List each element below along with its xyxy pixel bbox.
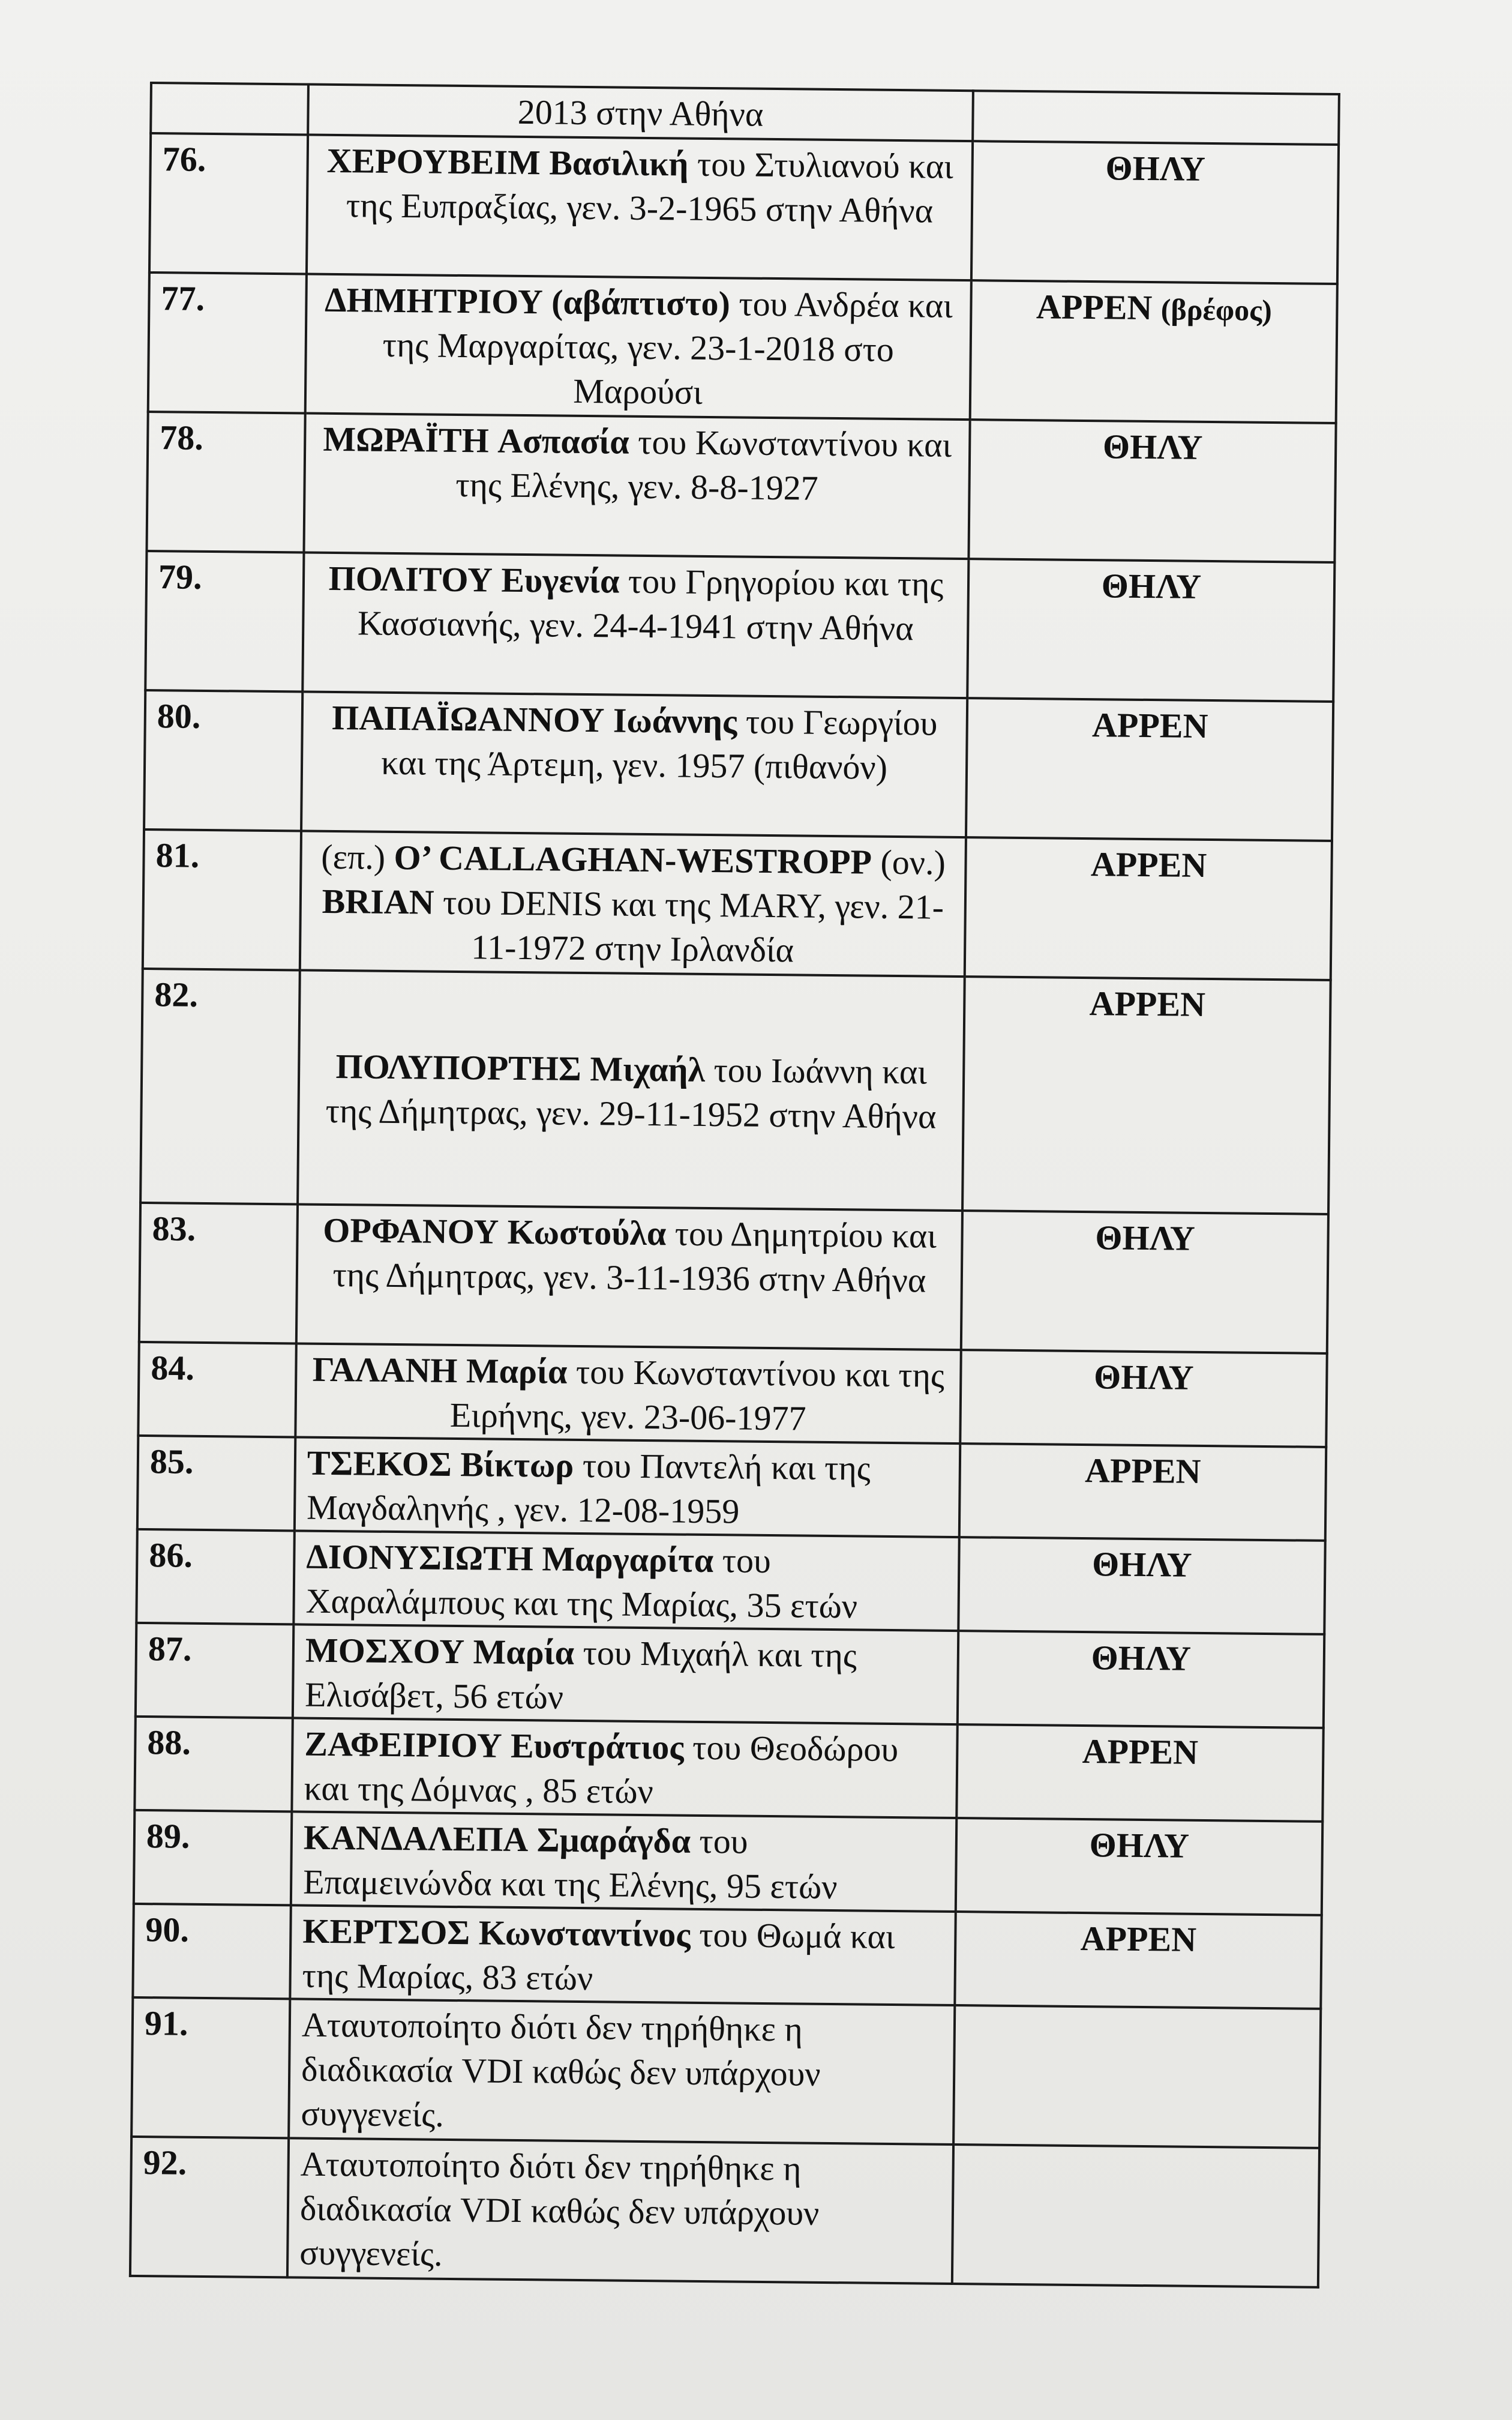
victims-table <box>129 82 1340 2289</box>
row-description: ΠΟΛΙΤΟΥ Ευγενία του Γρηγορίου και της Κασσιανής, γεν. 24-4-1941 στην Αθήνα <box>302 552 968 698</box>
row-number: 92. <box>130 2137 289 2278</box>
row-sex: ΑΡΡΕΝ <box>955 1912 1321 2009</box>
row-sex: ΑΡΡΕΝ <box>962 977 1331 1214</box>
row-sex: ΑΡΡΕΝ <box>965 837 1332 980</box>
row-sex <box>973 91 1339 145</box>
table-row <box>140 969 1331 1214</box>
row-number: 85. <box>137 1436 295 1531</box>
row-description: ΤΣΕΚΟΣ Βίκτωρ του Παντελή και της Μαγδαληνής , γεν. 12-08-1959 <box>295 1437 960 1537</box>
row-description: ΔΙΟΝΥΣΙΩΤΗ Μαργαρίτα του Χαραλάμπους και της Μαρίας, 35 ετών <box>293 1531 959 1631</box>
surname: ΠΑΠΑΪΩΑΝΝΟΥ <box>331 697 605 740</box>
row-sex: ΘΗΛΥ <box>968 420 1336 562</box>
row-description: ΓΑΛΑΝΗ Μαρία του Κωνσταντίνου και της Ειρήνης, γεν. 23-06-1977 <box>295 1343 961 1443</box>
sex-note: (βρέφος) <box>1160 292 1273 327</box>
row-description: ΧΕΡΟΥΒΕΙΜ Βασιλική του Στυλιανού και της Ευπραξίας, γεν. 3-2-1965 στην Αθήνα <box>307 135 973 281</box>
table-row <box>136 1529 1325 1634</box>
table-row <box>146 412 1336 562</box>
row-sex: ΑΡΡΕΝ <box>966 698 1333 841</box>
row-description: ΔΗΜΗΤΡΙΟΥ (αβάπτιστο) του Ανδρέα και της Μαργαρίτας, γεν. 23-1-2018 στο Μαρούσι <box>305 274 971 420</box>
row-description: 2013 στην Αθήνα <box>308 85 973 142</box>
row-sex <box>953 2005 1321 2148</box>
row-sex: ΑΡΡΕΝ (βρέφος) <box>970 280 1337 423</box>
given-name: (αβάπτιστο) <box>551 282 731 324</box>
row-number: 78. <box>146 412 305 553</box>
surname: ΖΑΦΕΙΡΙΟΥ <box>304 1724 502 1765</box>
row-number: 84. <box>138 1342 296 1437</box>
surname: O’ CALLAGHAN-WESTROPP <box>394 837 872 882</box>
table-row <box>138 1342 1327 1447</box>
surname: ΚΕΡΤΣΟΣ <box>302 1911 470 1952</box>
given-name: Σμαράγδα <box>536 1820 691 1861</box>
row-sex <box>952 2145 1319 2287</box>
given-name: Μαρία <box>473 1632 575 1672</box>
row-number: 88. <box>134 1717 292 1812</box>
surname: ΓΑΛΑΝΗ <box>312 1349 458 1391</box>
row-sex: ΘΗΛΥ <box>960 1350 1327 1447</box>
row-number: 90. <box>133 1904 290 1999</box>
given-name: Ευγενία <box>501 560 620 601</box>
row-sex: ΑΡΡΕΝ <box>956 1724 1323 1822</box>
table-row <box>130 2137 1319 2287</box>
given-name: Βίκτωρ <box>460 1445 574 1485</box>
row-number: 77. <box>148 272 307 414</box>
surname: ΠΟΛΥΠΟΡΤΗΣ <box>335 1047 582 1088</box>
surname: ΔΙΟΝΥΣΙΩΤΗ <box>306 1537 534 1579</box>
table-row <box>145 551 1334 702</box>
table-row <box>133 1904 1321 2009</box>
table-row <box>139 1203 1328 1353</box>
row-description: ΚΑΝΔΑΛΕΠΑ Σμαράγδα του Επαμεινώνδα και της Ελένης, 95 ετών <box>291 1811 956 1912</box>
row-description: Αταυτοποίητο διότι δεν τηρήθηκε η διαδικασία VDI καθώς δεν υπάρχουν συγγενείς. <box>287 2138 953 2284</box>
row-number: 82. <box>140 969 300 1204</box>
row-description: ΟΡΦΑΝΟΥ Κωστούλα του Δημητρίου και της Δήμητρας, γεν. 3-11-1936 στην Αθήνα <box>296 1204 962 1350</box>
surname: ΤΣΕΚΟΣ <box>307 1443 452 1484</box>
row-number: 89. <box>134 1810 292 1906</box>
surname: ΚΑΝΔΑΛΕΠΑ <box>303 1817 529 1859</box>
row-number <box>151 83 308 135</box>
table-row <box>148 272 1337 423</box>
row-sex: ΘΗΛΥ <box>958 1537 1325 1634</box>
row-description: ΠΑΠΑΪΩΑΝΝΟΥ Ιωάννης του Γεωργίου και της Άρτεμη, γεν. 1957 (πιθανόν) <box>301 691 967 837</box>
given-name: Κωστούλα <box>507 1212 667 1253</box>
row-description: ΖΑΦΕΙΡΙΟΥ Ευστράτιος του Θεοδώρου και της Δόμνας , 85 ετών <box>292 1718 957 1818</box>
row-number: 83. <box>139 1203 298 1344</box>
table-row <box>144 690 1333 841</box>
surname: ΔΗΜΗΤΡΙΟΥ <box>324 280 544 322</box>
row-sex: ΘΗΛΥ <box>961 1211 1328 1353</box>
surname: ΜΟΣΧΟΥ <box>305 1630 465 1672</box>
table-row <box>149 133 1339 284</box>
table-row <box>136 1623 1324 1728</box>
row-sex: ΘΗΛΥ <box>971 141 1339 284</box>
given-name: BRIAN <box>322 881 434 922</box>
row-number: 80. <box>144 690 302 831</box>
surname: ΜΩΡΑΪΤΗ <box>323 419 490 460</box>
row-number: 76. <box>149 133 308 274</box>
row-description: (επ.) O’ CALLAGHAN-WESTROPP (ον.) BRIAN του DENIS και της MARY, γεν. 21-11-1972 στην Ιρλανδία <box>300 831 966 977</box>
table-row <box>137 1436 1326 1541</box>
row-number: 86. <box>136 1529 294 1625</box>
row-number: 79. <box>145 551 304 692</box>
surname: ΧΕΡΟΥΒΕΙΜ <box>326 140 541 182</box>
given-name: Μιχαήλ <box>590 1049 706 1089</box>
row-number: 81. <box>143 829 301 971</box>
table-row <box>131 1997 1321 2148</box>
table-row <box>134 1717 1323 1822</box>
row-number: 87. <box>136 1623 293 1718</box>
row-sex: ΘΗΛΥ <box>956 1818 1322 1915</box>
surname: ΠΟΛΙΤΟΥ <box>328 558 493 600</box>
given-name: Ασπασία <box>497 421 630 462</box>
row-description: Αταυτοποίητο διότι δεν τηρήθηκε η διαδικασία VDI καθώς δεν υπάρχουν συγγενείς. <box>289 1999 955 2145</box>
table-row <box>143 829 1332 980</box>
surname: ΟΡΦΑΝΟΥ <box>322 1210 499 1251</box>
row-sex: ΑΡΡΕΝ <box>959 1443 1326 1541</box>
row-number: 91. <box>131 1997 290 2139</box>
row-sex: ΘΗΛΥ <box>967 559 1334 702</box>
given-name: Ευστράτιος <box>510 1726 685 1767</box>
row-description: ΜΟΣΧΟΥ Μαρία του Μιχαήλ και της Ελισάβετ, 56 ετών <box>293 1624 958 1724</box>
given-name: Μαρία <box>466 1351 568 1391</box>
given-name: Μαργαρίτα <box>542 1539 714 1580</box>
given-name: Βασιλική <box>549 143 689 184</box>
given-name: Κωνσταντίνος <box>478 1913 691 1954</box>
table-row <box>134 1810 1322 1915</box>
row-description: ΠΟΛΥΠΟΡΤΗΣ Μιχαήλ του Ιωάννη και της Δήμητρας, γεν. 29-11-1952 στην Αθήνα <box>298 970 965 1211</box>
row-description: ΚΕΡΤΣΟΣ Κωνσταντίνος του Θωμά και της Μαρίας, 83 ετών <box>290 1905 955 2005</box>
row-description: ΜΩΡΑΪΤΗ Ασπασία του Κωνσταντίνου και της Ελένης, γεν. 8-8-1927 <box>304 414 970 559</box>
given-name: Ιωάννης <box>613 700 737 741</box>
row-sex: ΘΗΛΥ <box>958 1631 1324 1728</box>
